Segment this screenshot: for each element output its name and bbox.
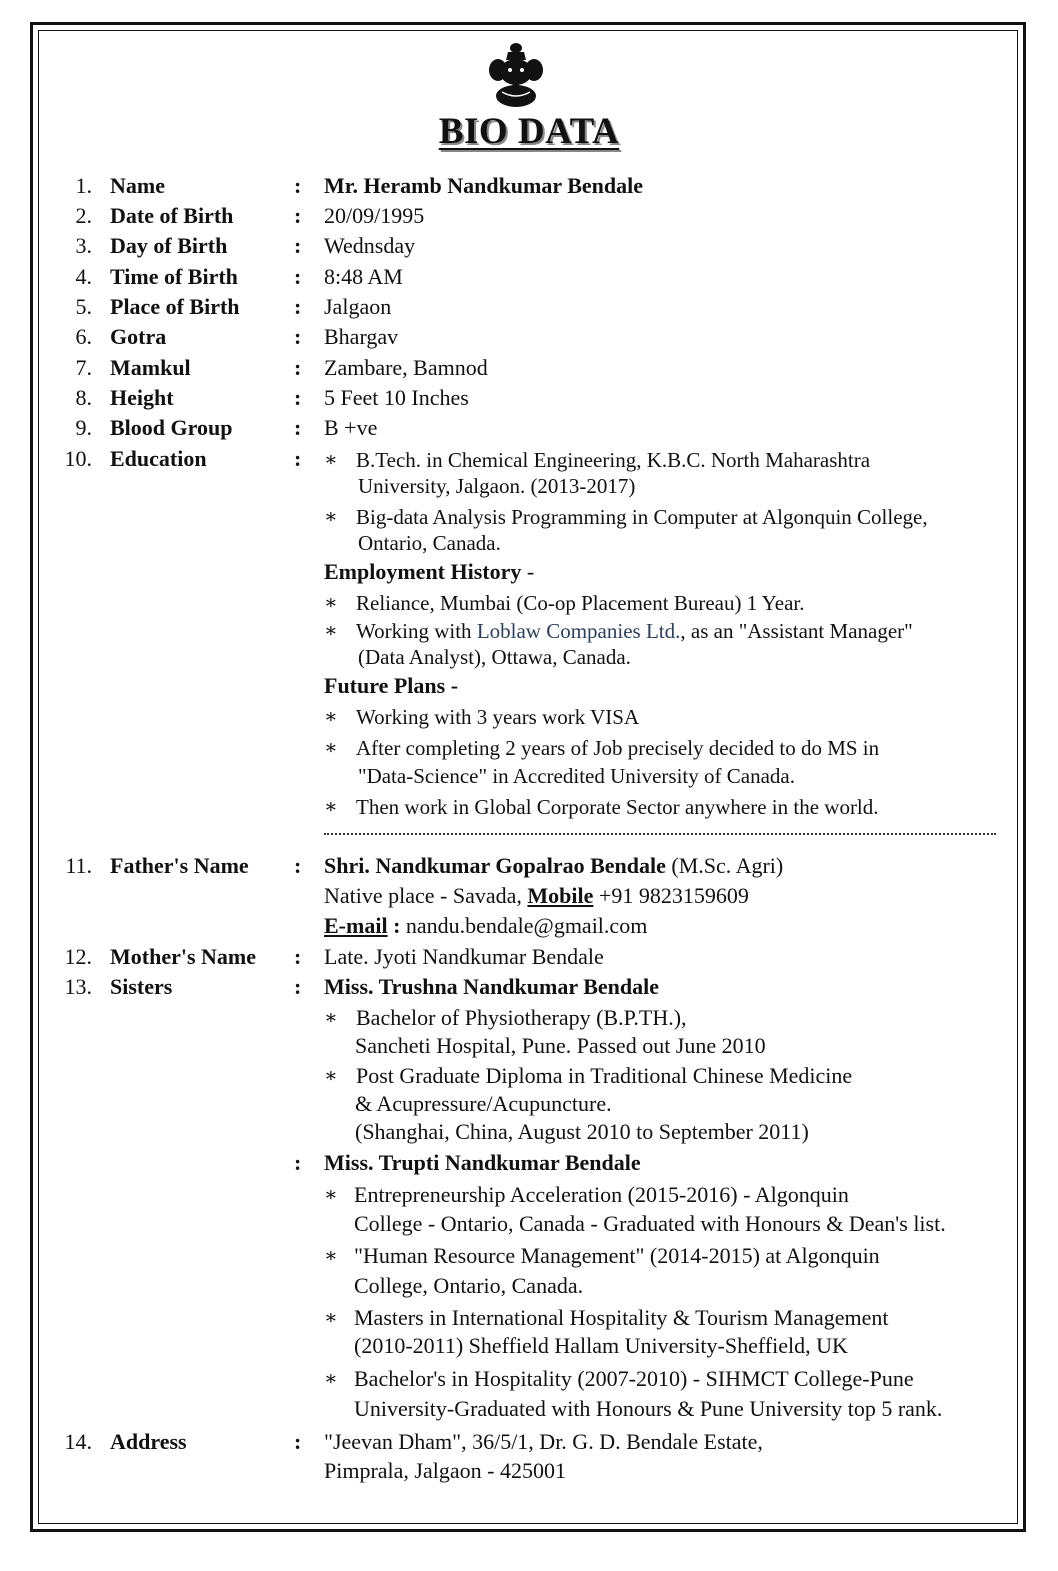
field-label: Height: [110, 385, 174, 410]
field-label: Blood Group: [110, 415, 233, 440]
field-number: 9.: [75, 415, 92, 440]
ganesha-emblem-icon: [488, 42, 544, 110]
field-value: 5 Feet 10 Inches: [324, 385, 469, 410]
field-number: 2.: [75, 203, 92, 228]
field-label: Gotra: [110, 324, 167, 349]
field-number: 1.: [75, 173, 92, 198]
field-value: Wednsday: [324, 233, 416, 258]
field-number: 6.: [75, 324, 92, 349]
field-number: 5.: [75, 294, 92, 319]
field-colon: :: [294, 415, 302, 440]
field-label: Name: [110, 173, 165, 198]
field-label: Place of Birth: [110, 294, 240, 319]
field-label: Time of Birth: [110, 264, 238, 289]
field-value: Bhargav: [324, 324, 399, 349]
field-colon: :: [294, 203, 302, 228]
field-colon: :: [294, 324, 302, 349]
field-colon: :: [294, 355, 302, 380]
field-value: 8:48 AM: [324, 264, 403, 289]
field-number: 8.: [75, 385, 92, 410]
field-number: 7.: [75, 355, 92, 380]
field-label: Mamkul: [110, 355, 191, 380]
field-number: 10.: [64, 446, 92, 471]
field-colon: :: [294, 264, 302, 289]
field-colon: :: [294, 294, 302, 319]
field-colon: :: [294, 233, 302, 258]
field-label: Day of Birth: [110, 233, 228, 258]
field-number: 3.: [75, 233, 92, 258]
field-value: B +ve: [324, 415, 378, 440]
page-title: BIO DATA: [438, 111, 620, 152]
field-colon: :: [294, 446, 302, 471]
field-number: 4.: [75, 264, 92, 289]
field-label: Education: [110, 446, 207, 471]
field-colon: :: [294, 173, 302, 198]
field-value: Zambare, Bamnod: [324, 355, 488, 380]
field-colon: :: [294, 385, 302, 410]
field-value: Mr. Heramb Nandkumar Bendale: [324, 173, 644, 198]
field-value: Jalgaon: [324, 294, 392, 319]
field-value: 20/09/1995: [324, 203, 425, 228]
field-label: Date of Birth: [110, 203, 234, 228]
dotted-separator: [324, 833, 996, 835]
